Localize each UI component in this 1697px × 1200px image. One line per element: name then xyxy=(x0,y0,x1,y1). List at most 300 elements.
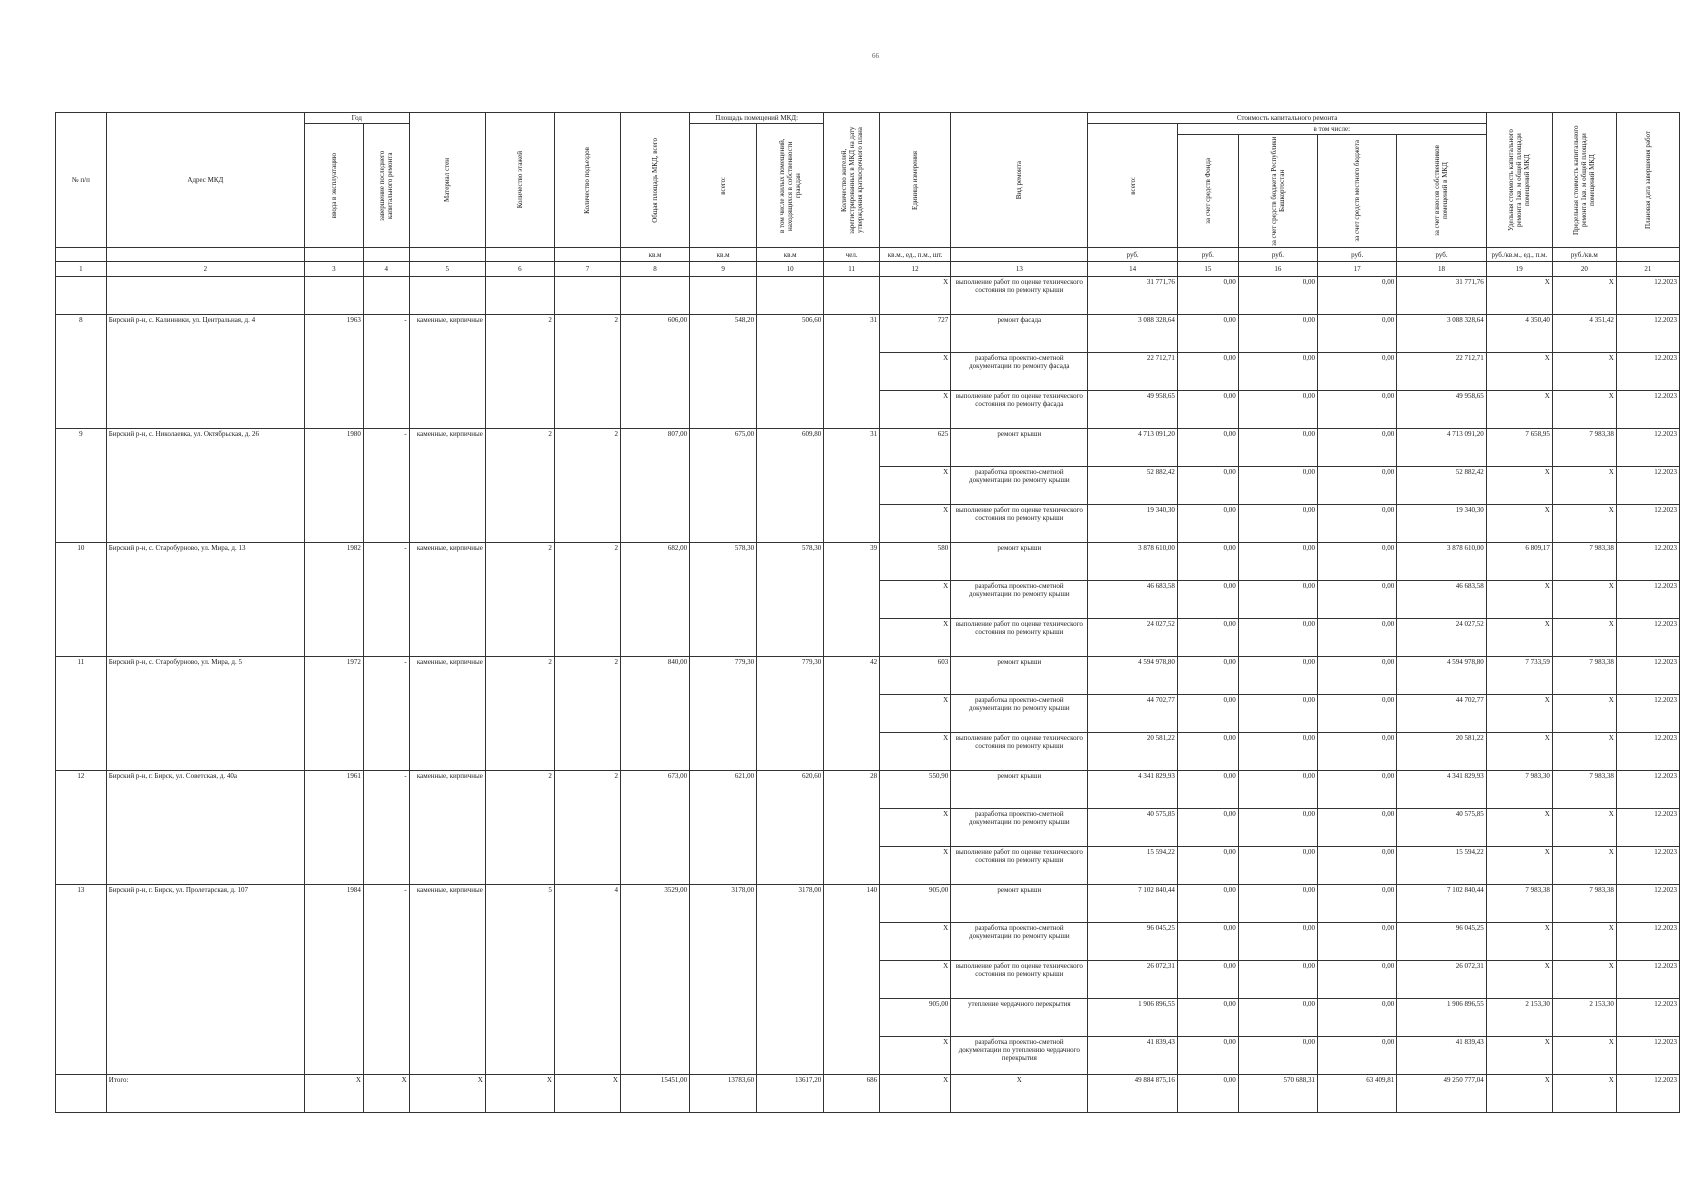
cost-fund: 0,00 xyxy=(1177,885,1238,923)
year-commission: 1972 xyxy=(304,657,363,771)
hdr-walls: Материал стен xyxy=(409,113,485,248)
cost-local: 0,00 xyxy=(1318,1037,1397,1075)
cost-owners: 40 575,85 xyxy=(1397,809,1486,847)
work-unit: X xyxy=(880,581,951,619)
cost-fund: 0,00 xyxy=(1177,429,1238,467)
table-row xyxy=(56,315,1680,353)
year-commission: 1980 xyxy=(304,429,363,543)
unit-cell: руб./кв.м xyxy=(1552,248,1616,262)
total-area: 673,00 xyxy=(620,771,689,885)
unit-cell: кв.м xyxy=(757,248,824,262)
year-last-repair: - xyxy=(363,543,409,657)
cost-owners: 3 088 328,64 xyxy=(1397,315,1486,353)
hdr-cost-local: за счет средств местного бюджета xyxy=(1318,135,1397,248)
year-last-repair: - xyxy=(363,771,409,885)
cost-fund: 0,00 xyxy=(1177,961,1238,999)
wall-material: каменные, кирпичные xyxy=(409,657,485,771)
hdr-year-last-repair: завершение последнего капитального ремонта xyxy=(363,124,409,248)
building-address: Бирский р-н, с. Старобурново, ул. Мира, д. 5 xyxy=(106,657,304,771)
hdr-address: Адрес МКД xyxy=(106,113,304,248)
cost-republic: 0,00 xyxy=(1238,429,1317,467)
cost-republic: 0,00 xyxy=(1238,1037,1317,1075)
row-number: 10 xyxy=(56,543,107,657)
planned-date: 12.2023 xyxy=(1616,733,1679,771)
max-cost: X xyxy=(1552,733,1616,771)
premises-area: 578,30 xyxy=(690,543,757,657)
cost-all: 19 340,30 xyxy=(1088,505,1177,543)
entrances-count: 2 xyxy=(554,771,620,885)
work-type: разработка проектно-сметной документации по ремонту крыши xyxy=(951,467,1088,505)
cost-fund: 0,00 xyxy=(1177,353,1238,391)
cost-all: 1 906 896,55 xyxy=(1088,999,1177,1037)
max-cost: X xyxy=(1552,581,1616,619)
residential-area: 3178,00 xyxy=(757,885,824,1075)
cost-local: 0,00 xyxy=(1318,885,1397,923)
cost-local: 0,00 xyxy=(1318,695,1397,733)
max-cost: X xyxy=(1552,353,1616,391)
totals-year: X xyxy=(304,1075,363,1113)
cost-owners: 4 713 091,20 xyxy=(1397,429,1486,467)
work-unit: X xyxy=(880,391,951,429)
wall-material: каменные, кирпичные xyxy=(409,315,485,429)
max-cost: X xyxy=(1552,961,1616,999)
total-area: 682,00 xyxy=(620,543,689,657)
cost-fund: 0,00 xyxy=(1177,771,1238,809)
total-area: 807,00 xyxy=(620,429,689,543)
year-commission: 1982 xyxy=(304,543,363,657)
column-number: 8 xyxy=(620,262,689,277)
cost-republic: 0,00 xyxy=(1238,961,1317,999)
residential-area: 506,60 xyxy=(757,315,824,429)
hdr-cost-owners: за счет взносов собственников помещений в МКД xyxy=(1397,135,1486,248)
cost-republic: 0,00 xyxy=(1238,809,1317,847)
planned-date: 12.2023 xyxy=(1616,543,1679,581)
cost-owners: 20 581,22 xyxy=(1397,733,1486,771)
work-unit: X xyxy=(880,961,951,999)
residents-count: 140 xyxy=(824,885,880,1075)
unit-cost: X xyxy=(1486,391,1552,429)
unit-cost: X xyxy=(1486,581,1552,619)
unit-cell: руб. xyxy=(1318,248,1397,262)
carry-max-cost: X xyxy=(1552,277,1616,315)
cost-all: 46 683,58 xyxy=(1088,581,1177,619)
work-unit: X xyxy=(880,353,951,391)
building-address: Бирский р-н, с. Калинники, ул. Центральная, д. 4 xyxy=(106,315,304,429)
entrances-count: 4 xyxy=(554,885,620,1075)
work-type: разработка проектно-сметной документации по утеплению чердачного перекрытия xyxy=(951,1037,1088,1075)
cost-republic: 0,00 xyxy=(1238,391,1317,429)
floors-count: 2 xyxy=(485,429,554,543)
column-number: 9 xyxy=(690,262,757,277)
cost-all: 4 594 978,80 xyxy=(1088,657,1177,695)
cost-local: 0,00 xyxy=(1318,733,1397,771)
unit-cost: 7 733,59 xyxy=(1486,657,1552,695)
building-address: Бирский р-н, с. Старобурново, ул. Мира, д. 13 xyxy=(106,543,304,657)
carry-unit-cost: X xyxy=(1486,277,1552,315)
residents-count: 42 xyxy=(824,657,880,771)
planned-date: 12.2023 xyxy=(1616,961,1679,999)
cost-all: 44 702,77 xyxy=(1088,695,1177,733)
unit-cost: X xyxy=(1486,353,1552,391)
work-type: ремонт крыши xyxy=(951,429,1088,467)
cost-all: 4 341 829,93 xyxy=(1088,771,1177,809)
entrances-count: 2 xyxy=(554,315,620,429)
carry-owners: 31 771,76 xyxy=(1397,277,1486,315)
unit-cost: X xyxy=(1486,809,1552,847)
totals-walls: X xyxy=(409,1075,485,1113)
max-cost: X xyxy=(1552,619,1616,657)
hdr-floors: Количество этажей xyxy=(485,113,554,248)
work-type: разработка проектно-сметной документации по ремонту крыши xyxy=(951,923,1088,961)
cost-owners: 44 702,77 xyxy=(1397,695,1486,733)
table-row xyxy=(56,543,1680,581)
max-cost: X xyxy=(1552,1037,1616,1075)
cost-owners: 1 906 896,55 xyxy=(1397,999,1486,1037)
column-number: 14 xyxy=(1088,262,1177,277)
cost-local: 0,00 xyxy=(1318,657,1397,695)
column-number: 10 xyxy=(757,262,824,277)
cost-republic: 0,00 xyxy=(1238,847,1317,885)
residents-count: 28 xyxy=(824,771,880,885)
planned-date: 12.2023 xyxy=(1616,467,1679,505)
wall-material: каменные, кирпичные xyxy=(409,429,485,543)
premises-area: 779,30 xyxy=(690,657,757,771)
unit-cost: 2 153,30 xyxy=(1486,999,1552,1037)
cost-republic: 0,00 xyxy=(1238,581,1317,619)
hdr-max-cost: Предельная стоимость капитального ремонта 1кв. м общей площади помещений МКД xyxy=(1552,113,1616,248)
column-number: 7 xyxy=(554,262,620,277)
cost-republic: 0,00 xyxy=(1238,923,1317,961)
work-type: разработка проектно-сметной документации по ремонту крыши xyxy=(951,581,1088,619)
column-number: 13 xyxy=(951,262,1088,277)
cost-local: 0,00 xyxy=(1318,543,1397,581)
floors-count: 2 xyxy=(485,543,554,657)
cost-owners: 4 594 978,80 xyxy=(1397,657,1486,695)
cost-owners: 7 102 840,44 xyxy=(1397,885,1486,923)
entrances-count: 2 xyxy=(554,429,620,543)
unit-cost: 7 983,38 xyxy=(1486,885,1552,923)
unit-cost: X xyxy=(1486,695,1552,733)
cost-fund: 0,00 xyxy=(1177,1037,1238,1075)
cost-local: 0,00 xyxy=(1318,923,1397,961)
cost-all: 22 712,71 xyxy=(1088,353,1177,391)
totals-work: X xyxy=(951,1075,1088,1113)
units-row xyxy=(56,248,1680,262)
year-last-repair: - xyxy=(363,657,409,771)
work-type: выполнение работ по оценке технического состояния по ремонту крыши xyxy=(951,847,1088,885)
planned-date: 12.2023 xyxy=(1616,505,1679,543)
year-commission: 1963 xyxy=(304,315,363,429)
building-address: Бирский р-н, г. Бирск, ул. Советская, д. 40а xyxy=(106,771,304,885)
floors-count: 2 xyxy=(485,315,554,429)
work-unit: X xyxy=(880,809,951,847)
carry-rep: 0,00 xyxy=(1238,277,1317,315)
totals-max-cost: X xyxy=(1552,1075,1616,1113)
hdr-unit: Единица измерения xyxy=(880,113,951,248)
repair-plan-sheet xyxy=(55,112,1680,1113)
planned-date: 12.2023 xyxy=(1616,657,1679,695)
unit-cost: X xyxy=(1486,1037,1552,1075)
premises-area: 548,20 xyxy=(690,315,757,429)
work-unit: 550,90 xyxy=(880,771,951,809)
max-cost: X xyxy=(1552,847,1616,885)
work-type: выполнение работ по оценке технического состояния по ремонту крыши xyxy=(951,505,1088,543)
cost-fund: 0,00 xyxy=(1177,505,1238,543)
unit-cell: руб. xyxy=(1177,248,1238,262)
work-type: разработка проектно-сметной документации по ремонту крыши xyxy=(951,695,1088,733)
cost-republic: 0,00 xyxy=(1238,619,1317,657)
unit-cell: чел. xyxy=(824,248,880,262)
unit-cost: 7 983,30 xyxy=(1486,771,1552,809)
cost-owners: 26 072,31 xyxy=(1397,961,1486,999)
carry-fund: 0,00 xyxy=(1177,277,1238,315)
work-unit: 625 xyxy=(880,429,951,467)
work-type: ремонт фасада xyxy=(951,315,1088,353)
cost-all: 20 581,22 xyxy=(1088,733,1177,771)
cost-fund: 0,00 xyxy=(1177,923,1238,961)
max-cost: X xyxy=(1552,505,1616,543)
cost-fund: 0,00 xyxy=(1177,581,1238,619)
hdr-unit-cost: Удельная стоимость капитального ремонта 1кв. м общей площади помещений МКД xyxy=(1486,113,1552,248)
column-number: 18 xyxy=(1397,262,1486,277)
max-cost: X xyxy=(1552,391,1616,429)
column-numbers-row xyxy=(56,262,1680,277)
totals-unit-cost: X xyxy=(1486,1075,1552,1113)
work-type: ремонт крыши xyxy=(951,771,1088,809)
column-number: 16 xyxy=(1238,262,1317,277)
column-number: 21 xyxy=(1616,262,1679,277)
unit-cell: руб./кв.м., ед., п.м. xyxy=(1486,248,1552,262)
column-number: 17 xyxy=(1318,262,1397,277)
totals-last: X xyxy=(363,1075,409,1113)
cost-owners: 49 958,65 xyxy=(1397,391,1486,429)
max-cost: X xyxy=(1552,923,1616,961)
hdr-cost-fund: за счет средств Фонда xyxy=(1177,135,1238,248)
work-type: ремонт крыши xyxy=(951,657,1088,695)
planned-date: 12.2023 xyxy=(1616,923,1679,961)
total-area: 840,00 xyxy=(620,657,689,771)
hdr-cost-republic: за счет средств бюджета Республики Башкортостан xyxy=(1238,135,1317,248)
hdr-npp: № п/п xyxy=(56,113,107,248)
cost-owners: 24 027,52 xyxy=(1397,619,1486,657)
hdr-entrances: Количество подъездов xyxy=(554,113,620,248)
row-number: 9 xyxy=(56,429,107,543)
totals-label: Итого: xyxy=(106,1075,304,1113)
cost-owners: 4 341 829,93 xyxy=(1397,771,1486,809)
max-cost: 7 983,38 xyxy=(1552,429,1616,467)
cost-local: 0,00 xyxy=(1318,429,1397,467)
table-row xyxy=(56,429,1680,467)
work-unit: X xyxy=(880,923,951,961)
table-row xyxy=(56,885,1680,923)
premises-area: 3178,00 xyxy=(690,885,757,1075)
cost-local: 0,00 xyxy=(1318,581,1397,619)
unit-cost: X xyxy=(1486,923,1552,961)
max-cost: 2 153,30 xyxy=(1552,999,1616,1037)
cost-republic: 0,00 xyxy=(1238,885,1317,923)
unit-cost: 7 658,95 xyxy=(1486,429,1552,467)
floors-count: 2 xyxy=(485,657,554,771)
cost-all: 24 027,52 xyxy=(1088,619,1177,657)
cost-republic: 0,00 xyxy=(1238,353,1317,391)
work-unit: X xyxy=(880,619,951,657)
max-cost: 7 983,38 xyxy=(1552,657,1616,695)
cost-all: 7 102 840,44 xyxy=(1088,885,1177,923)
cost-fund: 0,00 xyxy=(1177,657,1238,695)
hdr-total-area: Общая площадь МКД, всего xyxy=(620,113,689,248)
hdr-year-group: Год xyxy=(304,113,409,124)
hdr-cost-group: Стоимость капитального ремонта xyxy=(1088,113,1486,124)
cost-local: 0,00 xyxy=(1318,847,1397,885)
cost-fund: 0,00 xyxy=(1177,999,1238,1037)
column-number: 5 xyxy=(409,262,485,277)
column-number: 3 xyxy=(304,262,363,277)
repair-plan-table xyxy=(55,112,1680,1113)
totals-entrances: X xyxy=(554,1075,620,1113)
unit-cost: X xyxy=(1486,467,1552,505)
hdr-planned-date: Плановая дата завершения работ xyxy=(1616,113,1679,248)
work-type: разработка проектно-сметной документации по ремонту фасада xyxy=(951,353,1088,391)
unit-cost: X xyxy=(1486,961,1552,999)
unit-cost: X xyxy=(1486,733,1552,771)
cost-local: 0,00 xyxy=(1318,505,1397,543)
table-row xyxy=(56,771,1680,809)
hdr-premises-group: Площадь помещений МКД: xyxy=(690,113,824,124)
cost-local: 0,00 xyxy=(1318,391,1397,429)
cost-owners: 15 594,22 xyxy=(1397,847,1486,885)
cost-owners: 46 683,58 xyxy=(1397,581,1486,619)
planned-date: 12.2023 xyxy=(1616,315,1679,353)
wall-material: каменные, кирпичные xyxy=(409,885,485,1075)
row-number: 13 xyxy=(56,885,107,1075)
cost-owners: 19 340,30 xyxy=(1397,505,1486,543)
cost-republic: 0,00 xyxy=(1238,657,1317,695)
planned-date: 12.2023 xyxy=(1616,999,1679,1037)
cost-republic: 0,00 xyxy=(1238,695,1317,733)
cost-fund: 0,00 xyxy=(1177,619,1238,657)
work-unit: X xyxy=(880,467,951,505)
cost-local: 0,00 xyxy=(1318,467,1397,505)
max-cost: 4 351,42 xyxy=(1552,315,1616,353)
cost-fund: 0,00 xyxy=(1177,315,1238,353)
totals-cost-republic: 570 688,31 xyxy=(1238,1075,1317,1113)
hdr-cost-all: всего: xyxy=(1088,124,1177,248)
work-unit: X xyxy=(880,733,951,771)
year-commission: 1984 xyxy=(304,885,363,1075)
residential-area: 620,60 xyxy=(757,771,824,885)
cost-local: 0,00 xyxy=(1318,999,1397,1037)
totals-people: 686 xyxy=(824,1075,880,1113)
residential-area: 609,80 xyxy=(757,429,824,543)
hdr-year-commission: ввода в эксплуатацию xyxy=(304,124,363,248)
cost-fund: 0,00 xyxy=(1177,391,1238,429)
premises-area: 675,00 xyxy=(690,429,757,543)
column-number: 2 xyxy=(106,262,304,277)
unit-cost: X xyxy=(1486,505,1552,543)
work-unit: 603 xyxy=(880,657,951,695)
floors-count: 2 xyxy=(485,771,554,885)
totals-cost-fund: 0,00 xyxy=(1177,1075,1238,1113)
cost-local: 0,00 xyxy=(1318,809,1397,847)
hdr-cost-incl: в том числе: xyxy=(1177,124,1486,135)
cost-all: 4 713 091,20 xyxy=(1088,429,1177,467)
cost-local: 0,00 xyxy=(1318,315,1397,353)
hdr-work-type: Вид ремонта xyxy=(951,113,1088,248)
column-number: 11 xyxy=(824,262,880,277)
work-unit: 905,00 xyxy=(880,999,951,1037)
unit-cell: кв.м xyxy=(690,248,757,262)
cost-owners: 3 878 610,00 xyxy=(1397,543,1486,581)
cost-republic: 0,00 xyxy=(1238,771,1317,809)
column-number: 12 xyxy=(880,262,951,277)
work-unit: 580 xyxy=(880,543,951,581)
cost-all: 52 882,42 xyxy=(1088,467,1177,505)
unit-cost: X xyxy=(1486,619,1552,657)
work-unit: X xyxy=(880,695,951,733)
cost-owners: 96 045,25 xyxy=(1397,923,1486,961)
year-last-repair: - xyxy=(363,885,409,1075)
cost-all: 26 072,31 xyxy=(1088,961,1177,999)
max-cost: 7 983,38 xyxy=(1552,771,1616,809)
cost-fund: 0,00 xyxy=(1177,467,1238,505)
unit-cost: X xyxy=(1486,847,1552,885)
unit-cell: кв.м., ед., п.м., шт. xyxy=(880,248,951,262)
max-cost: 7 983,38 xyxy=(1552,543,1616,581)
planned-date: 12.2023 xyxy=(1616,429,1679,467)
planned-date: 12.2023 xyxy=(1616,1037,1679,1075)
carry-over-row xyxy=(56,277,1680,315)
cost-fund: 0,00 xyxy=(1177,847,1238,885)
residential-area: 779,30 xyxy=(757,657,824,771)
column-number: 6 xyxy=(485,262,554,277)
work-type: разработка проектно-сметной документации по ремонту крыши xyxy=(951,809,1088,847)
max-cost: X xyxy=(1552,695,1616,733)
hdr-residents: Количество жителей, зарегистрированных в МКД на дату утверждения краткосрочного плана xyxy=(824,113,880,248)
cost-owners: 22 712,71 xyxy=(1397,353,1486,391)
totals-row xyxy=(56,1075,1680,1113)
work-unit: 727 xyxy=(880,315,951,353)
residential-area: 578,30 xyxy=(757,543,824,657)
unit-cost: 6 809,17 xyxy=(1486,543,1552,581)
unit-cost: 4 350,40 xyxy=(1486,315,1552,353)
residents-count: 39 xyxy=(824,543,880,657)
year-last-repair: - xyxy=(363,429,409,543)
carry-date: 12.2023 xyxy=(1616,277,1679,315)
carry-local: 0,00 xyxy=(1318,277,1397,315)
work-type: ремонт крыши xyxy=(951,543,1088,581)
cost-owners: 52 882,42 xyxy=(1397,467,1486,505)
cost-local: 0,00 xyxy=(1318,353,1397,391)
planned-date: 12.2023 xyxy=(1616,771,1679,809)
cost-all: 15 594,22 xyxy=(1088,847,1177,885)
page-mark: 66 xyxy=(872,52,879,60)
cost-all: 41 839,43 xyxy=(1088,1037,1177,1075)
work-unit: 905,00 xyxy=(880,885,951,923)
planned-date: 12.2023 xyxy=(1616,581,1679,619)
planned-date: 12.2023 xyxy=(1616,885,1679,923)
unit-cell: кв.м xyxy=(620,248,689,262)
entrances-count: 2 xyxy=(554,543,620,657)
total-area: 606,00 xyxy=(620,315,689,429)
cost-local: 0,00 xyxy=(1318,961,1397,999)
totals-residential: 13617,20 xyxy=(757,1075,824,1113)
row-number: 11 xyxy=(56,657,107,771)
work-type: выполнение работ по оценке технического состояния по ремонту крыши xyxy=(951,619,1088,657)
planned-date: 12.2023 xyxy=(1616,809,1679,847)
table-row xyxy=(56,657,1680,695)
work-type: утепление чердачного перекрытия xyxy=(951,999,1088,1037)
wall-material: каменные, кирпичные xyxy=(409,543,485,657)
